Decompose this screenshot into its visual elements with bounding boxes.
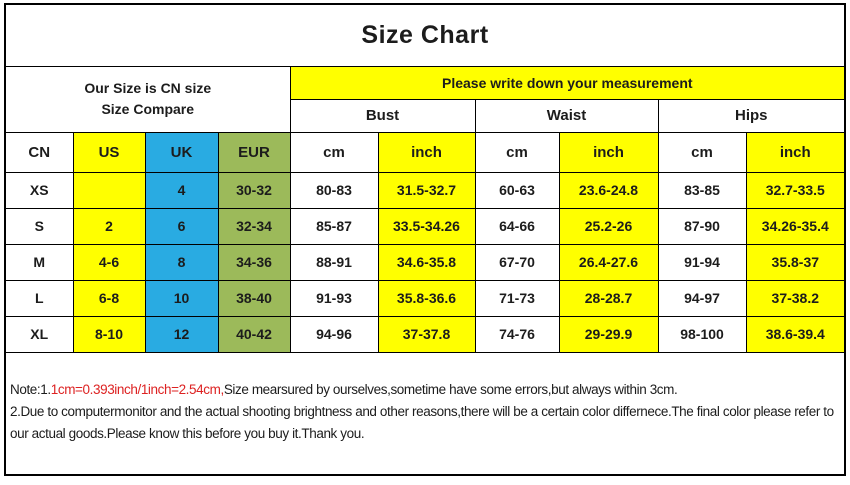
table-row-xl bbox=[5, 316, 845, 352]
page-title: Size Chart bbox=[5, 4, 845, 66]
cell-waist-cm: 67-70 bbox=[475, 244, 559, 280]
col-header-waist-inch: inch bbox=[559, 132, 658, 172]
col-header-eur: EUR bbox=[218, 132, 290, 172]
cell-us: 6-8 bbox=[73, 280, 145, 316]
cell-bust-cm: 80-83 bbox=[290, 172, 378, 208]
cell-uk: 4 bbox=[145, 172, 218, 208]
size-chart-table bbox=[4, 3, 846, 476]
cell-cn: S bbox=[5, 208, 73, 244]
cell-hips-inch: 32.7-33.5 bbox=[746, 172, 845, 208]
cell-eur: 34-36 bbox=[218, 244, 290, 280]
cell-hips-inch: 38.6-39.4 bbox=[746, 316, 845, 352]
cell-hips-inch: 37-38.2 bbox=[746, 280, 845, 316]
notes bbox=[5, 352, 845, 475]
cell-eur: 32-34 bbox=[218, 208, 290, 244]
cell-us: 2 bbox=[73, 208, 145, 244]
our-size-header-line2: Size Compare bbox=[101, 101, 195, 117]
cell-bust-inch: 35.8-36.6 bbox=[378, 280, 475, 316]
col-header-hips-cm: cm bbox=[658, 132, 746, 172]
cell-uk: 10 bbox=[145, 280, 218, 316]
cell-eur: 38-40 bbox=[218, 280, 290, 316]
cell-hips-inch: 35.8-37 bbox=[746, 244, 845, 280]
group-header-hips: Hips bbox=[658, 99, 845, 132]
col-header-cn: CN bbox=[5, 132, 73, 172]
cell-uk: 6 bbox=[145, 208, 218, 244]
cell-bust-cm: 91-93 bbox=[290, 280, 378, 316]
cell-bust-inch: 34.6-35.8 bbox=[378, 244, 475, 280]
cell-waist-inch: 26.4-27.6 bbox=[559, 244, 658, 280]
cell-hips-cm: 98-100 bbox=[658, 316, 746, 352]
cell-waist-inch: 23.6-24.8 bbox=[559, 172, 658, 208]
table-row-m bbox=[5, 244, 845, 280]
cell-hips-cm: 94-97 bbox=[658, 280, 746, 316]
note-1-conversion: 1cm=0.393inch/1inch=2.54cm, bbox=[50, 381, 224, 397]
cell-bust-inch: 31.5-32.7 bbox=[378, 172, 475, 208]
note-line-1 bbox=[10, 379, 839, 401]
note-1-prefix: Note:1. bbox=[10, 381, 51, 397]
cell-waist-inch: 29-29.9 bbox=[559, 316, 658, 352]
cell-cn: L bbox=[5, 280, 73, 316]
col-header-hips-inch: inch bbox=[746, 132, 845, 172]
measurement-banner: Please write down your measurement bbox=[290, 66, 845, 99]
table-row-s bbox=[5, 208, 845, 244]
cell-waist-cm: 71-73 bbox=[475, 280, 559, 316]
cell-bust-cm: 94-96 bbox=[290, 316, 378, 352]
cell-waist-cm: 64-66 bbox=[475, 208, 559, 244]
cell-uk: 12 bbox=[145, 316, 218, 352]
cell-hips-inch: 34.26-35.4 bbox=[746, 208, 845, 244]
col-header-bust-inch: inch bbox=[378, 132, 475, 172]
col-header-uk: UK bbox=[145, 132, 218, 172]
cell-cn: XS bbox=[5, 172, 73, 208]
cell-us bbox=[73, 172, 145, 208]
table-row-l bbox=[5, 280, 845, 316]
cell-bust-inch: 33.5-34.26 bbox=[378, 208, 475, 244]
col-header-us: US bbox=[73, 132, 145, 172]
cell-bust-inch: 37-37.8 bbox=[378, 316, 475, 352]
cell-waist-inch: 28-28.7 bbox=[559, 280, 658, 316]
cell-hips-cm: 87-90 bbox=[658, 208, 746, 244]
col-header-bust-cm: cm bbox=[290, 132, 378, 172]
cell-bust-cm: 88-91 bbox=[290, 244, 378, 280]
our-size-header-line1: Our Size is CN size bbox=[84, 80, 212, 96]
note-line-2: 2.Due to computermonitor and the actual shooting brightness and other reasons,there will be a certain color differnece.The final color please refer to our actual goods.Please know this before you buy it.Thank you. bbox=[10, 403, 834, 441]
group-header-bust: Bust bbox=[290, 99, 475, 132]
cell-waist-inch: 25.2-26 bbox=[559, 208, 658, 244]
cell-eur: 40-42 bbox=[218, 316, 290, 352]
cell-waist-cm: 74-76 bbox=[475, 316, 559, 352]
cell-hips-cm: 83-85 bbox=[658, 172, 746, 208]
cell-cn: M bbox=[5, 244, 73, 280]
cell-waist-cm: 60-63 bbox=[475, 172, 559, 208]
table-row-xs bbox=[5, 172, 845, 208]
cell-hips-cm: 91-94 bbox=[658, 244, 746, 280]
cell-cn: XL bbox=[5, 316, 73, 352]
cell-us: 8-10 bbox=[73, 316, 145, 352]
col-header-waist-cm: cm bbox=[475, 132, 559, 172]
cell-bust-cm: 85-87 bbox=[290, 208, 378, 244]
cell-us: 4-6 bbox=[73, 244, 145, 280]
our-size-header bbox=[5, 66, 290, 132]
cell-eur: 30-32 bbox=[218, 172, 290, 208]
note-1-rest: Size mearsured by ourselves,sometime have some errors,but always within 3cm. bbox=[223, 381, 678, 397]
group-header-waist: Waist bbox=[475, 99, 658, 132]
cell-uk: 8 bbox=[145, 244, 218, 280]
